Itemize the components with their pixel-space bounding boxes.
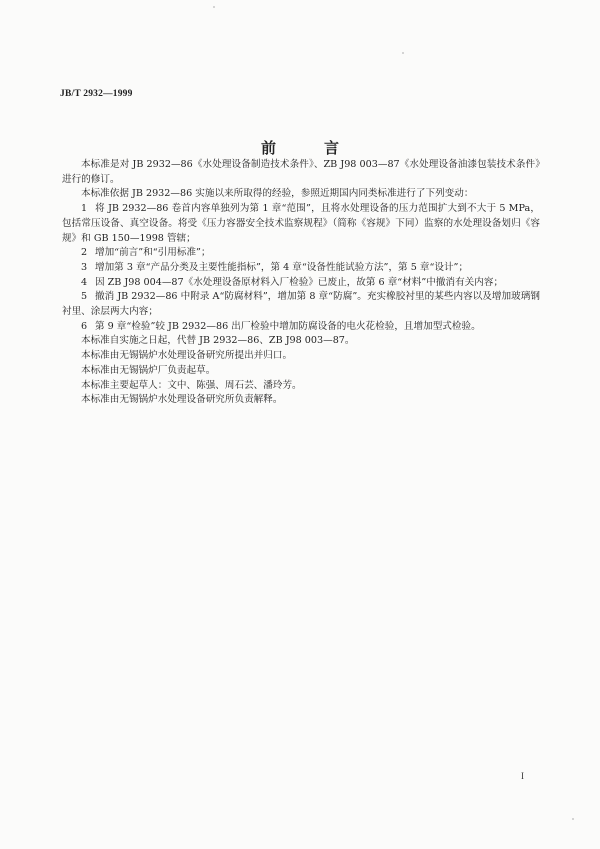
scan-speck [572,818,574,820]
change-item-number: 4 [81,276,88,288]
change-item [62,246,540,261]
standard-code-header: JB/T 2932—1999 [60,89,133,99]
paragraph-replaces: 本标准自实施之日起，代替 JB 2932—86、ZB J98 003—87。 [81,335,355,347]
change-item [62,276,540,291]
paragraph-proposed-by: 本标准由无锡锅炉水处理设备研究所提出并归口。 [81,350,293,362]
title-char-1: 前 [260,139,276,157]
title-char-2: 言 [324,139,340,157]
change-item [62,202,540,246]
paragraph-revision-scope: 本标准是对 JB 2932—86《水处理设备制造技术条件》、ZB J98 003—87《水处理设备油漆包装技术条件》进行的修订。 [62,159,540,185]
page-number: I [521,771,524,781]
change-item-text: 增加“前言”和“引用标准”； [95,247,211,259]
change-item-text: 第 9 章“检验”较 JB 2932—86 出厂检验中增加防腐设备的电火花检验，且增加型式检验。 [95,320,481,332]
change-item [62,290,540,319]
change-item-number: 2 [81,247,88,259]
foreword-body [62,158,540,408]
change-item-text: 撤消 JB 2932—86 中附录 A“防腐材料”，增加第 8 章“防腐”。充实橡胶衬里的某些内容以及增加玻璃钢衬里、涂层两大内容； [62,291,540,318]
scan-speck [213,6,215,8]
paragraph-drafters: 本标准主要起草人：文中、陈强、周石芸、潘玲芳。 [81,379,302,391]
paragraph-changes-intro: 本标准依据 JB 2932—86 实施以来所取得的经验，参照近期国内同类标准进行了下列变动： [81,188,474,200]
change-item-text: 增加第 3 章“产品分类及主要性能指标”，第 4 章“设备性能试验方法”，第 5 章“设计”； [95,261,469,273]
change-item-text: 将 JB 2932—86 卷首内容单独列为第 1 章“范围”，且将水处理设备的压力范围扩大到不大于 5 MPa，包括常压设备、真空设备。将受《压力容器安全技术监察规程》（简称《容规》下同）监察的水处理设备划归《容规》和 GB 150—1998 管辖； [62,203,540,244]
paragraph-interpreted-by: 本标准由无锡锅炉水处理设备研究所负责解释。 [81,394,283,406]
page-title [0,137,600,158]
change-item-number: 5 [81,291,88,303]
change-item-number: 3 [81,261,88,273]
change-item-number: 6 [81,320,88,332]
paragraph-drafted-by: 本标准由无锡锅炉厂负责起草。 [81,364,216,376]
change-item [62,320,540,335]
change-item [62,261,540,276]
change-item-text: 因 ZB J98 004—87《水处理设备原材料入厂检验》已废止，故第 6 章“材料”中撤消有关内容； [95,276,504,288]
scan-speck [402,52,404,54]
change-item-number: 1 [81,203,88,215]
